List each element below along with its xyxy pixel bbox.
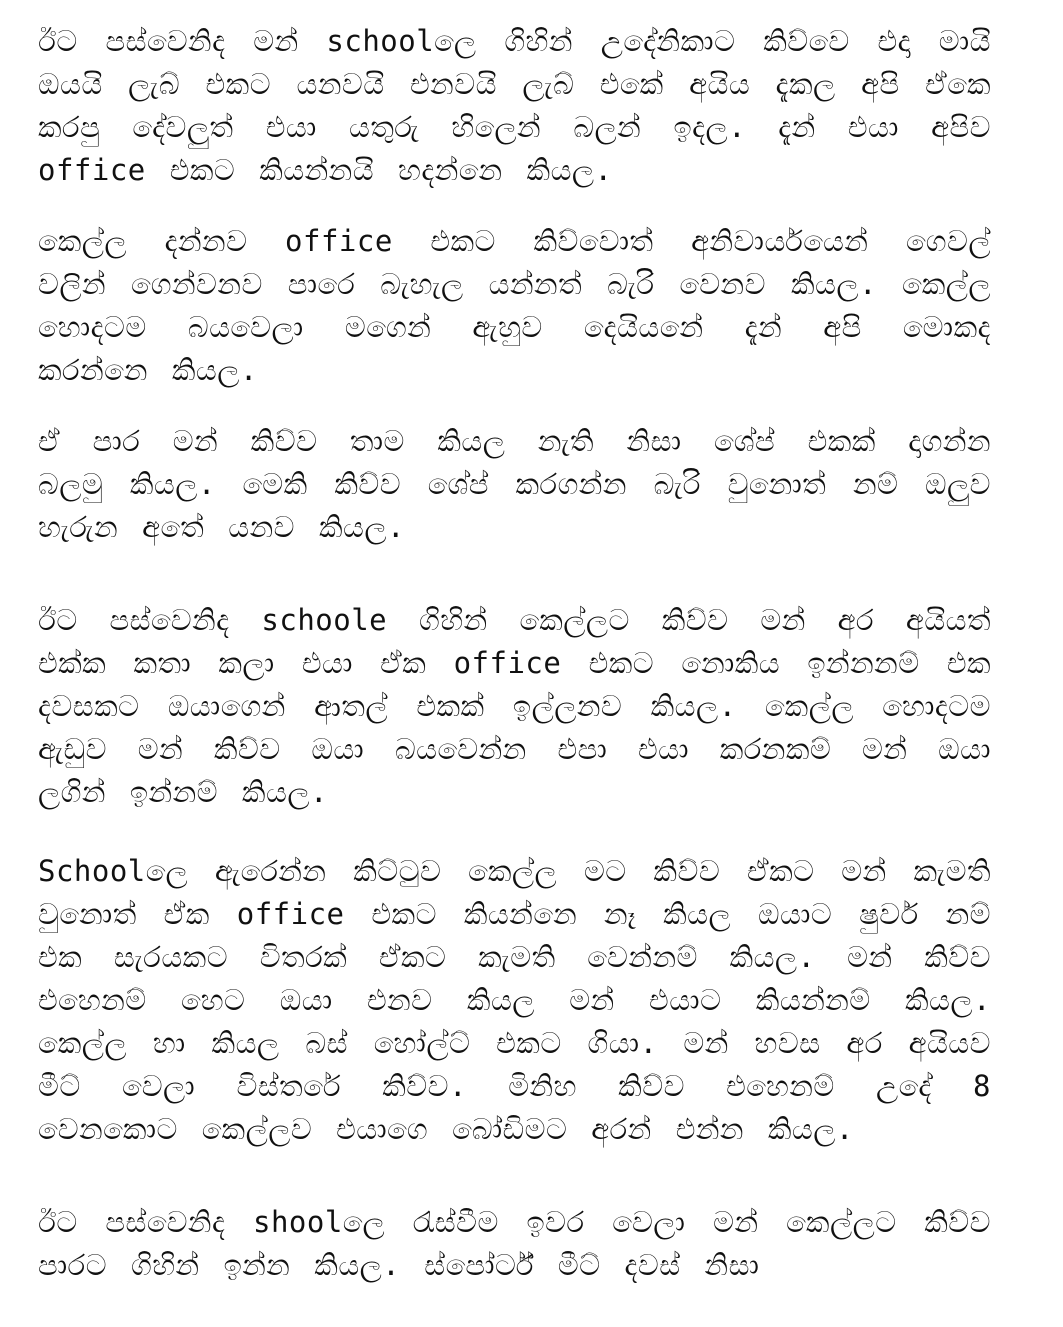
paragraph-4: ඊට පස්වෙනිද schoole ගිහින් කෙල්ලට කිව්ව මන් අර අයියත් එක්ක කතා කලා එයා ඒක office එකට නොකිය ඉන්නනම් එක දවසකට ඔයාගෙන් ආතල් එකක් ඉල්ලනව කියල. කෙල්ල හොදටම ඇඩුව මන් කිව්ව ඔයා බයවෙන්න එපා එයා කරනකම් මන් ඔයා ලගින් ඉන්නම් කියල. — [38, 603, 991, 809]
paragraph-1: ඊට පස්වෙනිද මන් schoolලෙ ගිහින් උදේනිකාට කිව්වෙ එදා මායි ඔයයි ලැබ් එකට යනවයි එනවයි ලැබ් එකේ අයිය දැකල අපි ඒකෙ කරපු දේවලුත් එයා යතුරු හිලෙන් බලන් ඉදල. දැන් එයා අපිව office එකට කියන්නයි හදන්නෙ කියල. — [38, 24, 991, 187]
paragraph-2: කෙල්ල දන්නව office එකට කිව්වොත් අනිවාර්යයෙන් ගෙවල් වලින් ගෙන්වනව පාරෙ බැහැල යන්නත් බැරි වෙනව කියල. කෙල්ල හොදටම බයවෙලා මගෙන් ඇහුව දෙයියනේ දැන් අපි මොකද කරන්නෙ කියල. — [38, 224, 991, 387]
paragraph-6: ඊට පස්වෙනිද shoolලෙ රැස්වීම ඉවර වෙලා මන් කෙල්ලට කිව්ව පාරට ගිහින් ඉන්න කියල. ස්පෝර්ට් මීට් දවස් නිසා — [38, 1205, 991, 1282]
paragraph-3: ඒ පාර මන් කිව්ව තාම කියල නැති නිසා ශේප් එකක් දාගන්න බලමු කියල. මෙකි කිව්ව ශේප් කරගන්න බැරි වුනොත් නම් ඔලුව හැරුන අතේ යනව කියල. — [38, 424, 991, 544]
paragraph-5: Schoolලෙ ඇරෙන්න කිට්ටුව කෙල්ල මට කිව්ව ඒකට මන් කැමති වුනොත් ඒක office එකට කියන්නෙ නෑ කියල ඔයාට ෂුවර් නම් එක සැරයකට විතරක් ඒකට කැමති වෙන්නම් කියල. මන් කිව්ව එහෙනම් හෙට ඔයා එනව කියල මන් එයාට කියන්නම් කියල. කෙල්ල හා කියල බස් හෝල්ට් එකට ගියා. මන් හවස අර අයියව මීට් වෙලා විස්තරේ කිව්ව. මිනිහ කිව්ව එහෙනම් උදේ 8 වෙනකොට කෙල්ලව එයාගෙ බෝඩිමට අරන් එන්න කියල. — [38, 854, 991, 1146]
